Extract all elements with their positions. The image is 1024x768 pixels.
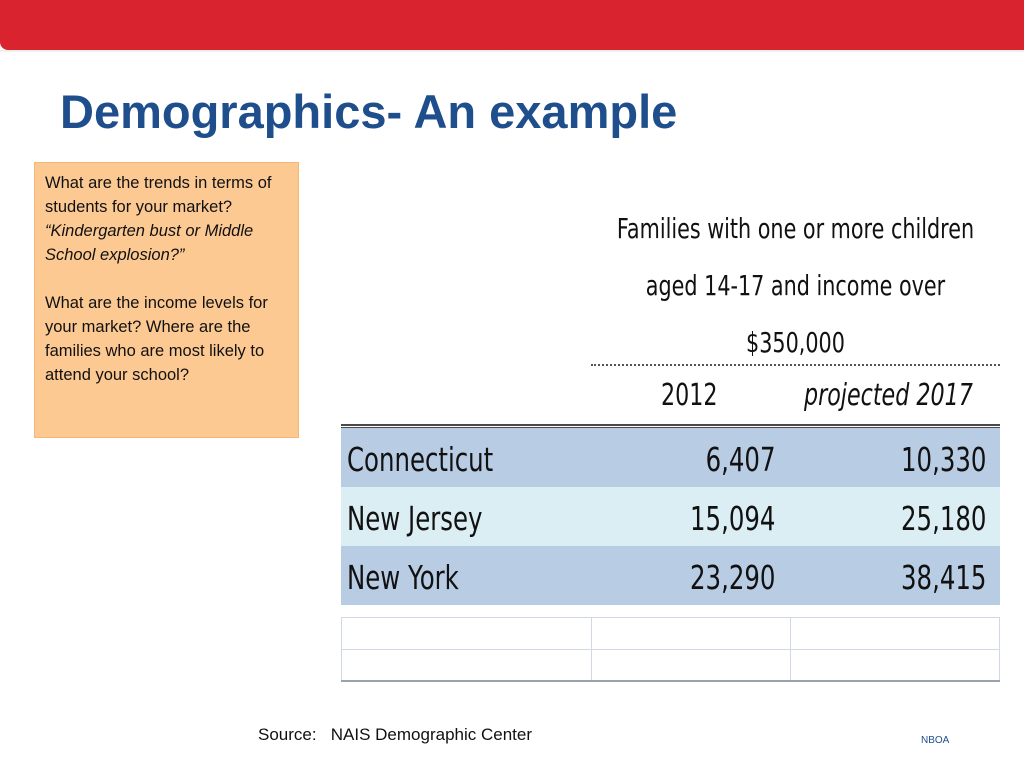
table-bottom-rule: [341, 680, 1000, 682]
table-header-line-3: $350,000: [746, 326, 845, 359]
table-header-line-2: aged 14-17 and income over: [645, 269, 946, 302]
state-cell: Connecticut: [347, 440, 494, 479]
grid-line: [790, 650, 791, 681]
grid-line: [790, 618, 791, 649]
note-box: [34, 162, 299, 438]
top-banner-shadow: [0, 50, 1024, 53]
top-banner: [0, 0, 1024, 50]
table-header: [616, 200, 975, 360]
table-body: [341, 428, 1000, 605]
note-trends-question: What are the trends in terms of students for your market?: [45, 174, 272, 216]
state-cell: New Jersey: [347, 499, 483, 538]
value-2017-cell: 25,180: [900, 499, 986, 538]
column-headers: [591, 370, 1000, 426]
value-2012-cell: 15,094: [689, 499, 775, 538]
empty-table-rows: [341, 617, 1000, 682]
value-2017-cell: 10,330: [900, 440, 986, 479]
state-cell: New York: [347, 558, 459, 597]
column-header-2012: 2012: [661, 378, 718, 413]
column-header-projected-2017: projected 2017: [804, 378, 973, 413]
value-2012-cell: 6,407: [705, 440, 775, 479]
empty-row: [341, 650, 1000, 682]
grid-line: [591, 618, 592, 649]
value-2017-cell: 38,415: [900, 558, 986, 597]
table-row: [341, 546, 1000, 605]
note-paragraph-trends: [45, 171, 288, 267]
slide-title: Demographics- An example: [60, 85, 678, 138]
table-row: [341, 487, 1000, 546]
table-header-line-1: Families with one or more children: [616, 212, 975, 245]
footer-mark: NBOA: [921, 735, 950, 746]
grid-line: [591, 650, 592, 681]
header-dotted-rule: [591, 364, 1000, 366]
table-row: [341, 428, 1000, 487]
note-trends-italic: “Kindergarten bust or Middle School explosion?”: [45, 222, 254, 264]
empty-row: [341, 617, 1000, 650]
table-header-title: [600, 200, 991, 371]
note-paragraph-income: What are the income levels for your market? Where are the families who are most likely to attend your school?: [45, 294, 268, 384]
source-citation: Source: NAIS Demographic Center: [258, 725, 533, 744]
value-2012-cell: 23,290: [689, 558, 775, 597]
